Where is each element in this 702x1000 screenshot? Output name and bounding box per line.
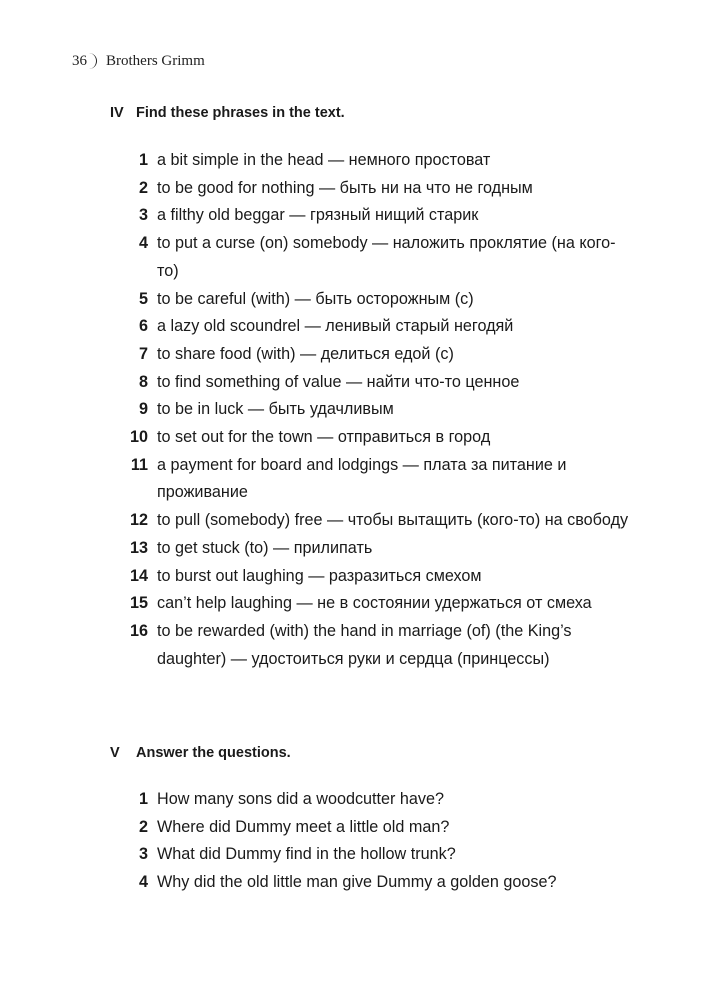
list-item [110,507,630,535]
item-number: 1 [138,151,148,169]
item-text: a filthy old beggar — грязный нищий старик [157,206,479,225]
item-number: 6 [138,317,148,336]
list-item [110,369,630,397]
item-text: to put a curse (on) somebody — наложить проклятие (на кого-то) [157,234,616,280]
exercise-v [110,745,630,897]
item-text: What did Dummy find in the hollow trunk? [157,845,456,864]
item-text: How many sons did a woodcutter have? [157,790,445,808]
list-item [110,202,630,230]
item-text: to share food (with) — делиться едой (с) [157,344,454,363]
item-text: to be good for nothing — быть ни на что не годным [157,178,533,197]
item-text: to burst out laughing — разразиться смехом [157,566,482,585]
item-text: Why did the old little man give Dummy a golden goose? [157,873,557,892]
item-number: 2 [138,178,148,197]
list-item [110,841,630,869]
item-number: 5 [138,289,148,308]
exercise-v-heading [110,745,630,767]
item-text: a bit simple in the head — немного простоват [157,151,491,169]
list-item [110,230,630,285]
list-item [110,313,630,341]
item-text: to get stuck (to) — прилипать [157,538,373,557]
list-item [110,147,630,175]
exercise-iv [110,105,630,673]
item-number: 4 [138,234,148,253]
item-text: can’t help laughing — не в состоянии удержаться от смеха [157,594,592,613]
item-number: 14 [129,566,148,585]
list-item [110,590,630,618]
page-number: 36 [72,52,87,69]
item-number: 3 [138,206,148,225]
item-text: to find something of value — найти что-то ценное [157,372,520,391]
running-head [72,50,205,72]
item-number: 2 [138,817,148,836]
item-text: to be careful (with) — быть осторожным (с) [157,289,474,308]
list-item [110,535,630,563]
list-item [110,869,630,897]
item-text: to be rewarded (with) the hand in marriage (of) (the King’s daughter) — удостоиться руки и сердца (принцессы) [157,621,572,668]
item-number: 8 [138,372,148,391]
list-item [110,786,630,814]
item-text: Where did Dummy meet a little old man? [157,817,450,836]
exercise-iv-title: Find these phrases in the text. [136,105,345,121]
exercise-iv-heading [110,105,630,127]
item-text: to pull (somebody) free — чтобы вытащить (кого-то) на свободу [157,511,629,530]
list-item [110,814,630,842]
item-text: a payment for board and lodgings — плата за питание и проживание [157,455,567,502]
item-number: 11 [130,455,148,474]
item-number: 16 [129,621,148,640]
item-number: 10 [129,428,148,447]
page-number-bracket [89,53,97,69]
item-number: 15 [129,594,148,613]
list-item [110,452,630,507]
question-list [110,786,630,897]
phrase-list [110,147,630,673]
exercise-v-title: Answer the questions. [136,745,291,761]
list-item [110,396,630,424]
item-text: to set out for the town — отправиться в город [157,428,491,447]
list-item [110,563,630,591]
exercise-v-numeral: V [110,745,120,761]
list-item [110,341,630,369]
item-number: 9 [138,400,148,419]
list-item [110,286,630,314]
item-number: 3 [138,845,148,864]
item-number: 13 [129,538,148,557]
list-item [110,424,630,452]
item-number: 7 [138,344,148,363]
list-item [110,175,630,203]
exercise-iv-numeral: IV [110,105,124,121]
item-number: 1 [138,790,148,808]
item-number: 4 [138,873,148,892]
item-text: to be in luck — быть удачливым [157,400,394,419]
item-text: a lazy old scoundrel — ленивый старый негодяй [157,317,514,336]
list-item [110,618,630,673]
item-number: 12 [129,511,148,530]
book-title: Brothers Grimm [106,52,205,69]
